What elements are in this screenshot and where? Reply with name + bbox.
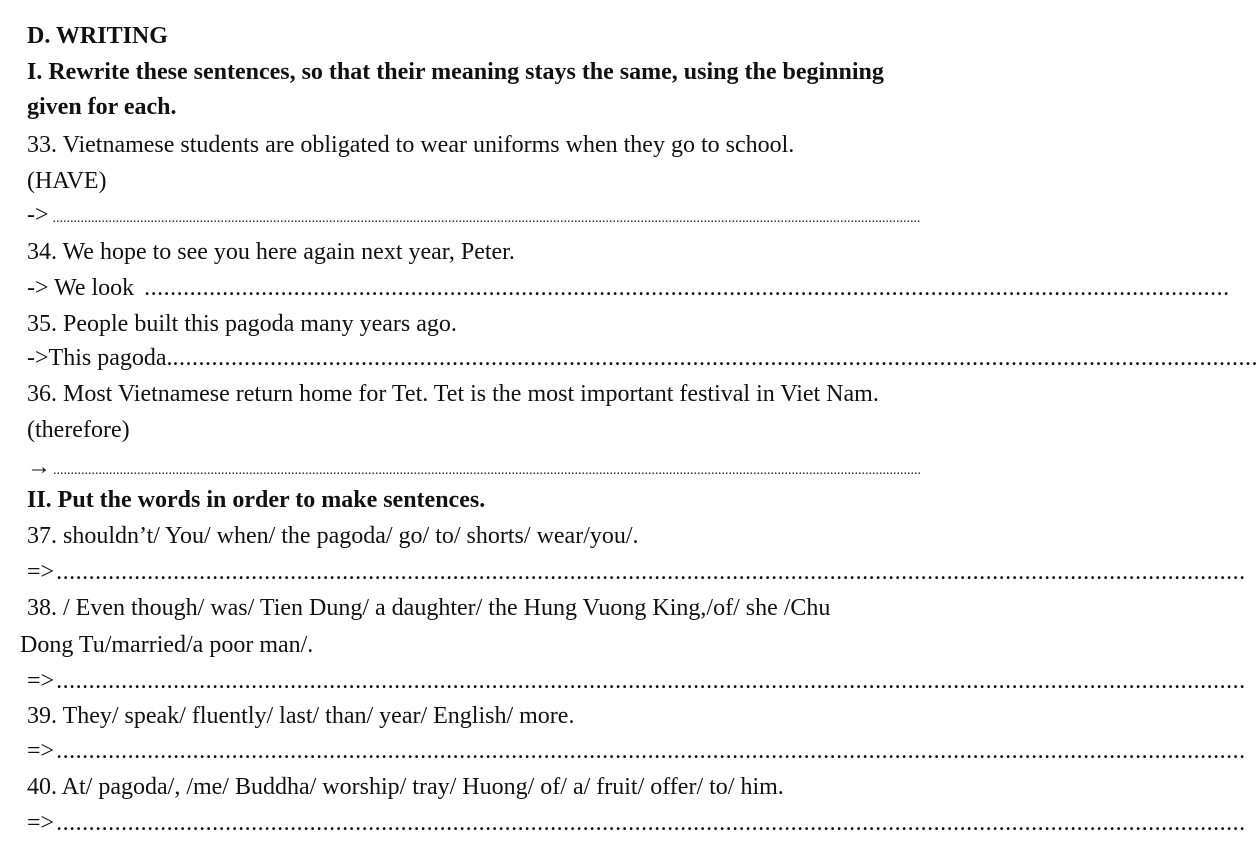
answer-prefix: → xyxy=(27,454,51,480)
question-40: 40. At/ pagoda/, /me/ Buddha/ worship/ tray/ Huong/ of/ a/ fruit/ offer/ to/ him. xyxy=(27,774,784,800)
answer-blank[interactable]: ....................................................................................................................................................................... xyxy=(172,345,1258,371)
part1-heading-line1: I. Rewrite these sentences, so that their meaning stays the same, using the beginning xyxy=(27,59,884,85)
answer-blank[interactable]: ....................................................................................................................................................................... xyxy=(144,275,1230,301)
answer-blank[interactable]: ........................................................................................................................................................................................................................................................ xyxy=(53,463,921,478)
answer-line-37[interactable] xyxy=(27,557,1246,587)
answer-prefix: => xyxy=(27,559,55,585)
answer-blank[interactable]: ....................................................................................................................................................................................... xyxy=(56,810,1246,836)
answer-blank[interactable]: ....................................................................................................................................................................................... xyxy=(56,738,1246,764)
question-36: 36. Most Vietnamese return home for Tet. Tet is the most important festival in Viet Nam. xyxy=(27,381,879,407)
answer-prefix: -> We look xyxy=(27,275,135,301)
question-38-line2: Dong Tu/married/a poor man/. xyxy=(20,632,314,658)
answer-line-36[interactable] xyxy=(27,452,1004,486)
answer-line-38[interactable] xyxy=(27,666,1246,696)
part1-heading-line2: given for each. xyxy=(27,94,177,120)
answer-prefix: => xyxy=(27,668,55,694)
question-38-line1: 38. / Even though/ was/ Tien Dung/ a daughter/ the Hung Vuong King,/of/ she /Chu xyxy=(27,595,831,621)
question-36-hint: (therefore) xyxy=(27,417,130,443)
question-35: 35. People built this pagoda many years ago. xyxy=(27,311,457,337)
answer-prefix: => xyxy=(27,810,55,836)
answer-line-35[interactable] xyxy=(27,343,1258,373)
question-34: 34. We hope to see you here again next year, Peter. xyxy=(27,239,515,265)
answer-prefix: ->This pagoda. xyxy=(27,345,173,371)
part2-heading: II. Put the words in order to make sentences. xyxy=(27,487,486,513)
question-33: 33. Vietnamese students are obligated to wear uniforms when they go to school. xyxy=(27,132,795,158)
question-39: 39. They/ speak/ fluently/ last/ than/ year/ English/ more. xyxy=(27,703,575,729)
answer-line-34[interactable] xyxy=(27,273,1230,303)
answer-blank[interactable]: ........................................................................................................................................................................................................................................................ xyxy=(52,211,921,226)
answer-line-33[interactable] xyxy=(27,200,1004,234)
question-37: 37. shouldn’t/ You/ when/ the pagoda/ go/ to/ shorts/ wear/you/. xyxy=(27,523,639,549)
answer-prefix: => xyxy=(27,738,55,764)
answer-prefix: -> xyxy=(27,202,49,228)
section-title: D. WRITING xyxy=(27,23,168,49)
answer-blank[interactable]: ....................................................................................................................................................................................... xyxy=(56,668,1246,694)
answer-blank[interactable]: ....................................................................................................................................................................................... xyxy=(56,559,1246,585)
answer-line-40[interactable] xyxy=(27,808,1246,838)
answer-line-39[interactable] xyxy=(27,736,1246,766)
question-33-hint: (HAVE) xyxy=(27,168,107,194)
